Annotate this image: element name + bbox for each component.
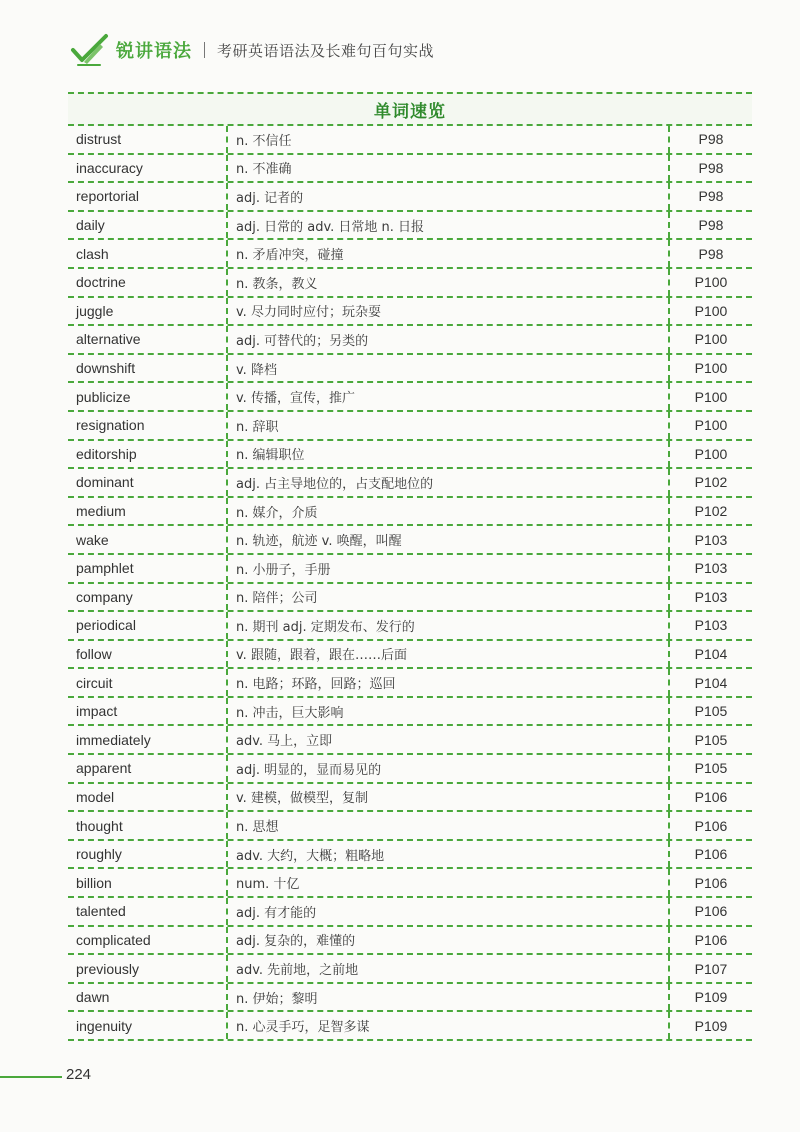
table-row [68,869,752,898]
word-cell: impact [76,703,118,720]
table-title-row [68,92,752,126]
definition-cell: n. 不信任 [226,126,668,153]
table-row [68,212,752,241]
table-row [68,841,752,870]
definition-cell: n. 电路；环路，回路；巡回 [226,669,668,696]
table-body [68,126,752,1041]
word-cell: wake [76,531,109,548]
definition-cell: n. 期刊 adj. 定期发布、发行的 [226,612,668,639]
table-row [68,812,752,841]
definition-cell: adj. 明显的，显而易见的 [226,755,668,782]
page-ref-cell: P100 [668,412,752,439]
table-row [68,240,752,269]
page-ref-cell: P100 [668,298,752,325]
definition-cell: n. 媒介，介质 [226,498,668,525]
table-row [68,612,752,641]
table-row [68,1012,752,1041]
header-divider [204,42,205,58]
word-cell: periodical [76,617,136,634]
page-ref-cell: P105 [668,755,752,782]
definition-cell: adj. 记者的 [226,183,668,210]
page-ref-cell: P106 [668,898,752,925]
definition-cell: v. 建模，做模型，复制 [226,784,668,811]
definition-cell: adv. 先前地，之前地 [226,955,668,982]
page-ref-cell: P98 [668,126,752,153]
definition-cell: n. 思想 [226,812,668,839]
page-ref-cell: P109 [668,984,752,1011]
pen-check-logo-icon [70,32,110,68]
page-ref-cell: P106 [668,841,752,868]
table-row [68,984,752,1013]
table-row [68,955,752,984]
definition-cell: n. 陪伴；公司 [226,584,668,611]
word-cell: reportorial [76,188,140,205]
page-ref-cell: P106 [668,784,752,811]
definition-cell: adj. 有才能的 [226,898,668,925]
page-ref-cell: P106 [668,927,752,954]
definition-cell: v. 跟随，跟着，跟在……后面 [226,641,668,668]
page-ref-cell: P100 [668,355,752,382]
page-ref-cell: P107 [668,955,752,982]
table-row [68,555,752,584]
definition-cell: n. 轨迹，航迹 v. 唤醒，叫醒 [226,526,668,553]
table-row [68,441,752,470]
page-ref-cell: P104 [668,641,752,668]
word-cell: previously [76,960,140,977]
book-subtitle: 考研英语语法及长难句百句实战 [217,41,435,60]
footer-accent-line [0,1076,62,1078]
word-cell: alternative [76,331,141,348]
word-cell: apparent [76,760,132,777]
definition-cell: adj. 可替代的；另类的 [226,326,668,353]
word-cell: billion [76,874,112,891]
word-cell: talented [76,903,126,920]
page-header [70,30,434,70]
word-cell: inaccuracy [76,159,143,176]
table-row [68,355,752,384]
table-row [68,155,752,184]
word-cell: dominant [76,474,134,491]
page-ref-cell: P102 [668,498,752,525]
word-cell: downshift [76,360,136,377]
page-ref-cell: P100 [668,383,752,410]
page-ref-cell: P102 [668,469,752,496]
page-ref-cell: P100 [668,326,752,353]
word-cell: doctrine [76,274,126,291]
table-row [68,669,752,698]
table-row [68,927,752,956]
page-number: 224 [66,1066,92,1083]
word-cell: ingenuity [76,1017,133,1034]
page-ref-cell: P100 [668,269,752,296]
table-row [68,183,752,212]
word-cell: pamphlet [76,560,134,577]
definition-cell: n. 不准确 [226,155,668,182]
word-cell: resignation [76,417,145,434]
page-ref-cell: P109 [668,1012,752,1039]
table-row [68,698,752,727]
page-ref-cell: P98 [668,155,752,182]
word-cell: model [76,788,115,805]
word-cell: clash [76,245,109,262]
table-row [68,412,752,441]
definition-cell: n. 小册子，手册 [226,555,668,582]
page-ref-cell: P106 [668,869,752,896]
word-cell: circuit [76,674,113,691]
page-ref-cell: P98 [668,212,752,239]
page-ref-cell: P98 [668,183,752,210]
definition-cell: n. 矛盾冲突，碰撞 [226,240,668,267]
table-row [68,326,752,355]
definition-cell: num. 十亿 [226,869,668,896]
definition-cell: adv. 大约，大概；粗略地 [226,841,668,868]
table-row [68,383,752,412]
definition-cell: n. 辞职 [226,412,668,439]
table-row [68,498,752,527]
page-ref-cell: P98 [668,240,752,267]
table-title: 单词速览 [374,101,446,122]
word-cell: editorship [76,445,137,462]
definition-cell: n. 伊始；黎明 [226,984,668,1011]
definition-cell: adv. 马上，立即 [226,726,668,753]
definition-cell: adj. 复杂的，难懂的 [226,927,668,954]
definition-cell: n. 教条，教义 [226,269,668,296]
table-row [68,584,752,613]
page-ref-cell: P103 [668,584,752,611]
page-ref-cell: P105 [668,726,752,753]
page-ref-cell: P104 [668,669,752,696]
table-row [68,641,752,670]
page-ref-cell: P100 [668,441,752,468]
definition-cell: n. 编辑职位 [226,441,668,468]
table-row [68,898,752,927]
word-cell: immediately [76,731,151,748]
word-cell: daily [76,217,105,234]
vocabulary-table [68,92,752,1041]
definition-cell: v. 尽力同时应付；玩杂耍 [226,298,668,325]
page-ref-cell: P105 [668,698,752,725]
table-row [68,755,752,784]
word-cell: publicize [76,388,131,405]
series-title: 锐讲语法 [116,41,192,62]
word-cell: medium [76,503,126,520]
table-row [68,469,752,498]
table-row [68,269,752,298]
page-ref-cell: P103 [668,555,752,582]
table-row [68,126,752,155]
definition-cell: v. 降档 [226,355,668,382]
table-row [68,526,752,555]
word-cell: distrust [76,131,122,148]
table-row [68,784,752,813]
word-cell: thought [76,817,123,834]
word-cell: follow [76,645,112,662]
definition-cell: adj. 日常的 adv. 日常地 n. 日报 [226,212,668,239]
word-cell: complicated [76,931,151,948]
table-row [68,726,752,755]
word-cell: company [76,588,133,605]
word-cell: roughly [76,846,122,863]
definition-cell: n. 心灵手巧，足智多谋 [226,1012,668,1039]
word-cell: dawn [76,989,110,1006]
definition-cell: n. 冲击，巨大影响 [226,698,668,725]
definition-cell: adj. 占主导地位的，占支配地位的 [226,469,668,496]
page-ref-cell: P106 [668,812,752,839]
page-ref-cell: P103 [668,526,752,553]
definition-cell: v. 传播，宣传，推广 [226,383,668,410]
table-row [68,298,752,327]
word-cell: juggle [76,302,114,319]
page-ref-cell: P103 [668,612,752,639]
